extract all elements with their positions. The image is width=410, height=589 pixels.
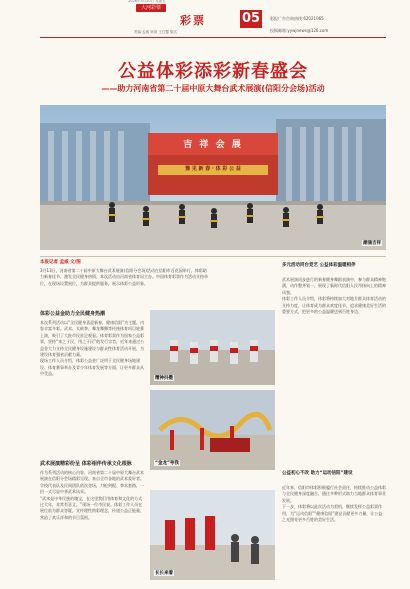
article-2-body: 作为系列活动的核心内容，河南省第二十届中原大舞台武术展演在信阳分会场精彩呈现。来自全市各地的武术爱好者、学校代表队及民间团队依次登场，刀枪剑棍、拳术套路，一招一式尽显中华武术风采。 “武术是中华民族的瑰宝，在这里我们用体育和文化的方式过大年，非常有意义。”现场一位市民说。体彩工作人员在展位前为群众答疑，宣传理性购彩理念，传递公益正能量，营造了欢乐祥和的节日氛围。 <box>40 470 144 520</box>
issue-date: 2026年3月20日 星期五 <box>128 0 166 3</box>
deck-subtitle: ——助力河南省第二十届中原大舞台武术展演(信阳分会场)活动 <box>101 84 325 93</box>
hero-photo-scene <box>40 105 386 250</box>
byline: 本报记者 孟威 文/图 <box>40 260 81 265</box>
article-4-body: 近年来，信阳市体彩积极履行社会责任，持续推动公益体彩与全民健身深度融合，通过多种形式助力当地群众体育事业发展。 下一步，体彩将以此次活动为契机，继续发挥公益彩票作用，为“运动信阳”“健康信阳”建设贡献更多力量，让公益之光照亮更多百姓的美好生活。 <box>282 485 386 523</box>
article-4-title: 公益初心不改 助力“运动信阳”建设 <box>282 471 353 476</box>
article-3-body: 武术展演同步进行的新春健身舞蹈表演中，参与群众精神饱满，动作整齐划一，展现了新时代信阳人民昂扬向上的精神风貌。 体彩工作人员介绍，体彩将持续加大对地方群众体育活动的支持力度，让体育成为群众欢度佳节、追求健康美好生活的重要方式，把更多的公益温暖送到百姓身边。 <box>282 277 386 315</box>
hero-photo <box>40 105 386 250</box>
photo-2-caption: 精神抖擞 <box>155 376 173 381</box>
article-2-title: 武术展演精彩纷呈 体彩相伴传承文化根脉 <box>40 461 132 467</box>
photo-2-scene <box>150 310 275 385</box>
article-1-title: 体彩公益金助力全民健身热潮 <box>40 311 106 317</box>
brand-logo: 大河彩票 <box>136 4 166 12</box>
page-number: 05 <box>241 11 261 26</box>
byline-rule <box>40 256 386 257</box>
hero-banner-subtitle: 豫 见 新 春 · 体 彩 公 益 <box>185 166 241 172</box>
photo-4-caption: 长长来着 <box>155 571 173 576</box>
photo-4 <box>150 490 275 580</box>
main-headline: 公益体彩添彩新春盛会 <box>118 61 308 82</box>
ad-hotline: 彩报广告咨询热线:62021965 <box>270 16 324 21</box>
photo-3 <box>150 390 275 470</box>
photo-3-caption: “金龙”夸我 <box>155 461 179 466</box>
masthead-rule <box>40 37 386 38</box>
photo-3-scene <box>150 390 275 470</box>
section-title: 彩票 <box>180 14 206 27</box>
contact-email: 投稿邮箱:yywjnews@126.com <box>270 28 329 33</box>
hero-photo-caption: 潮涌吉祥 <box>363 241 381 246</box>
editor-line: 责编 孟威 审读 王红馨 版式 <box>134 30 177 34</box>
lead-paragraph: 3月13日，河南省第二十届中原大舞台武术展演(信阳分会场)活动在信阳市百花园举行，体彩助力新春佳节，激发全民健身热情，本次活动由河南省体育局主办。中国体育彩票作为活动支持单位，在现场设置展位，为群众提供服务，展示体彩公益形象。 <box>40 268 208 286</box>
photo-2 <box>150 310 275 385</box>
photo-4-scene <box>150 490 275 580</box>
hero-banner-title: 吉 祥 会 展 <box>183 140 243 150</box>
article-1-body: 本次系列活动以“全民健身喜迎新春，健康信阳”为主题，内容丰富多彩。武术、太极拳、舞龙舞狮等传统体育项目轮番上演，吸引了大批市民驻足观看。体育彩票作为国家公益彩票，坚持“来之于民、用之于民”的发行宗旨，近年来通过公益金大力支持全民健身设施建设与群众性体育活动开展，为建设体育强省贡献力量。 现场工作人员介绍，体彩公益金广泛用于全民健身场地建设、体育赛事举办及青少年体育发展等方面，让更多群众从中受益。 <box>40 320 145 377</box>
article-3-title: 多元活动同台竞艺 公益体彩温暖相伴 <box>282 263 356 268</box>
